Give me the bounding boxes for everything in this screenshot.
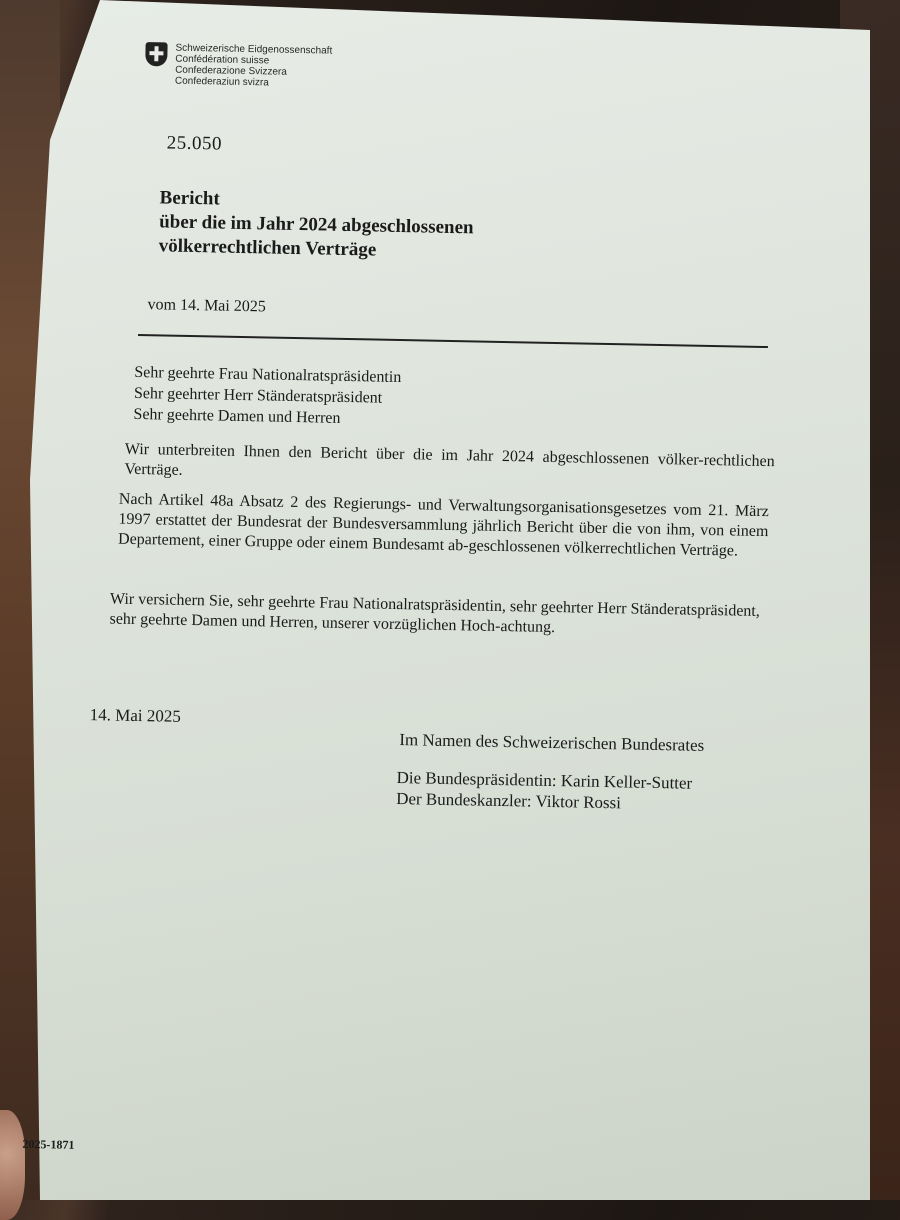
salutation-line: Sehr geehrte Frau Nationalratspräsidentin xyxy=(134,363,402,387)
title-line: völkerrechtlichen Verträge xyxy=(158,235,377,261)
document-number: 25.050 xyxy=(166,132,223,155)
swiss-cross-icon xyxy=(145,42,167,66)
emblem-text xyxy=(175,43,333,90)
signer-president: Die Bundespräsidentin: Karin Keller-Sutter xyxy=(396,768,693,793)
emblem-line: Confederazione Svizzera xyxy=(175,64,287,78)
document-title xyxy=(159,186,475,264)
emblem-line: Schweizerische Eidgenossenschaft xyxy=(175,42,333,57)
footer-code: 2025-1871 xyxy=(22,1136,75,1152)
document-date: vom 14. Mai 2025 xyxy=(147,296,266,316)
signoff: Im Namen des Schweizerischen Bundesrates xyxy=(399,730,705,755)
divider-rule xyxy=(138,334,768,348)
salutation-line: Sehr geehrter Herr Ständeratspräsident xyxy=(133,384,383,407)
paragraph-legal-basis: Nach Artikel 48a Absatz 2 des Regierungs- und Verwaltungsorganisationsgesetzes vom 21. März 1997 erstattet der Bundesrat der Bundesversammlung jährlich Bericht über die von ihm, von einem Departement, einer Gruppe oder einem Bundesamt ab-geschlossenen völkerrechtlichen Verträge. xyxy=(117,490,769,560)
signature-date: 14. Mai 2025 xyxy=(89,705,182,726)
signers xyxy=(396,767,692,815)
salutation xyxy=(133,362,401,430)
title-line: über die im Jahr 2024 abgeschlossenen xyxy=(159,211,474,239)
emblem-line: Confederaziun svizra xyxy=(174,75,269,89)
title-line: Bericht xyxy=(159,187,221,210)
federal-emblem xyxy=(145,42,333,90)
paragraph-intro: Wir unterbreiten Ihnen den Bericht über die im Jahr 2024 abgeschlossenen völker-rechtlichen Verträge. xyxy=(124,440,775,479)
salutation-line: Sehr geehrte Damen und Herren xyxy=(133,405,341,427)
signer-chancellor: Der Bundeskanzler: Viktor Rossi xyxy=(395,789,622,813)
paragraph-closing: Wir versichern Sie, sehr geehrte Frau Nationalratspräsidentin, sehr geehrter Herr Ständeratspräsident, sehr geehrte Damen und Herren, unserer vorzüglichen Hoch-achtung. xyxy=(109,590,761,637)
emblem-line: Confédération suisse xyxy=(175,53,270,67)
